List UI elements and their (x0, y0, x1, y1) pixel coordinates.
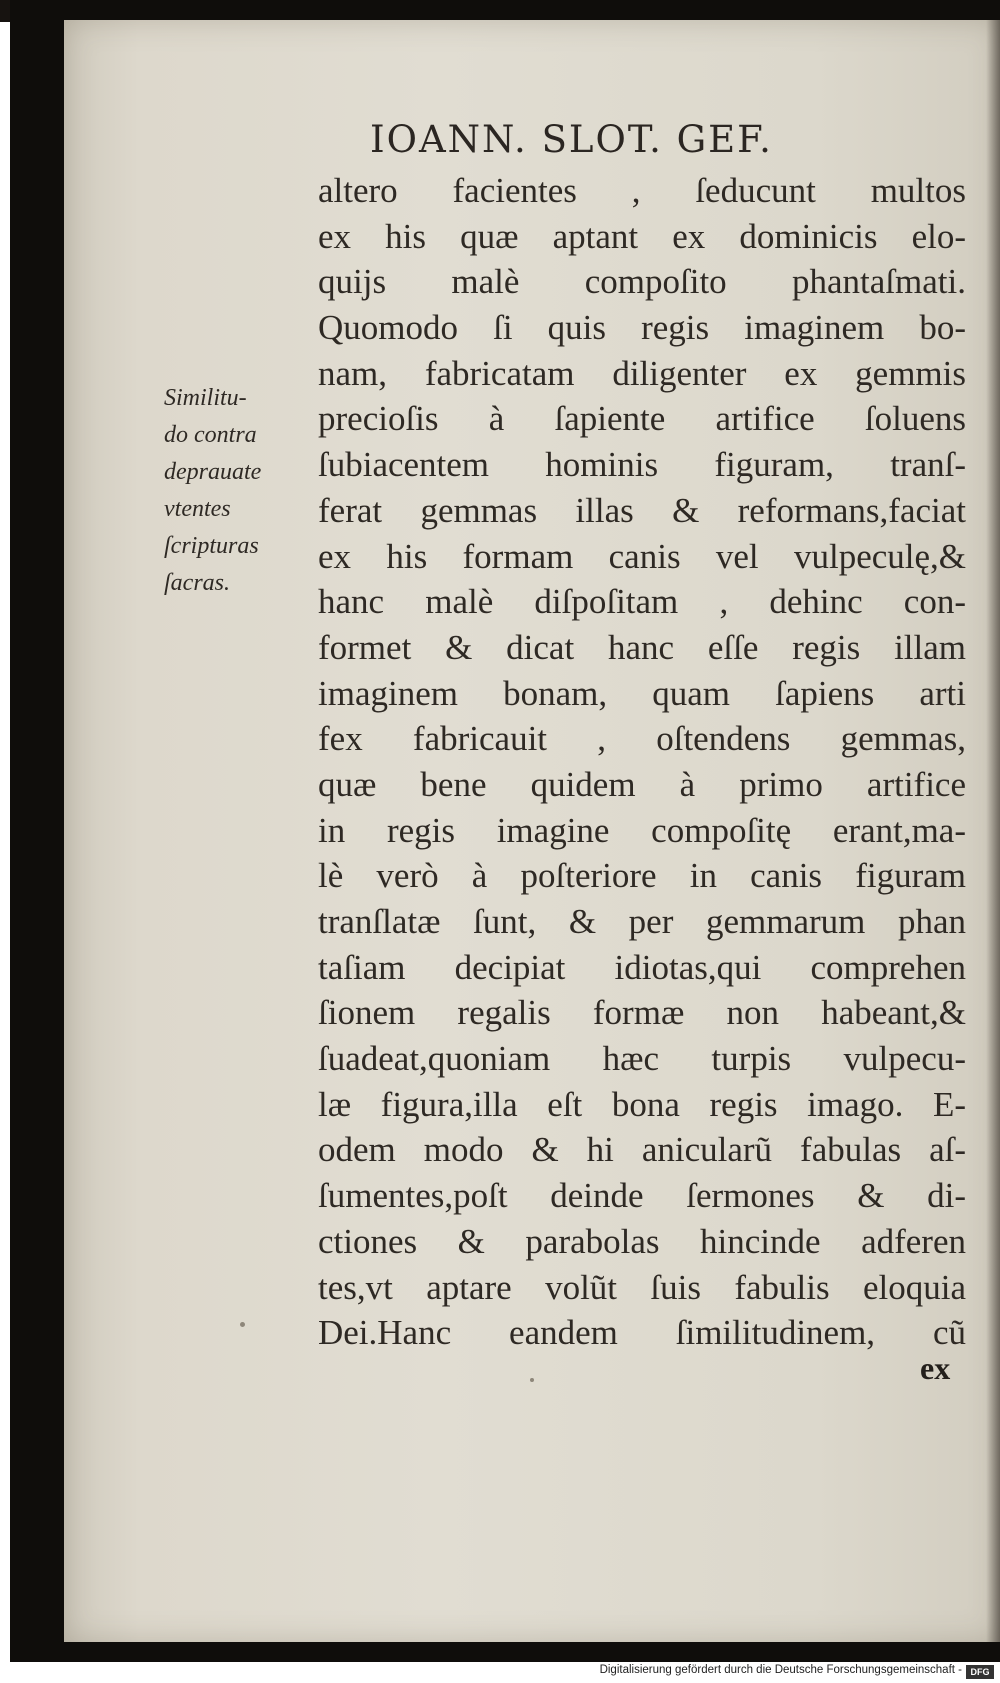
body-line: ex his formam canis vel vulpeculę,& (318, 536, 966, 576)
body-line: ſumentes,poſt deinde ſermones & di- (318, 1176, 966, 1216)
body-line: tes,vt aptare volũt ſuis fabulis eloquia (318, 1267, 966, 1307)
body-text (318, 168, 978, 1356)
catchword: ex (920, 1350, 951, 1386)
margin-note-line: ſacras. (164, 570, 230, 596)
body-line: odem modo & hi anicularũ fabulas aſ- (318, 1130, 966, 1170)
body-line: Dei.Hanc eandem ſimilitudinem, cũ (318, 1313, 966, 1353)
margin-note-line: Similitu- (164, 385, 247, 411)
margin-note-line: deprauate (164, 459, 262, 485)
body-line: ſionem regalis formæ non habeant,& (318, 993, 966, 1033)
body-line: ſubiacentem hominis figuram, tranſ- (318, 445, 966, 485)
body-line: quæ bene quidem à primo artifice (318, 764, 966, 804)
paper-speck (530, 1378, 534, 1382)
body-line: formet & dicat hanc eſſe regis illam (318, 627, 966, 667)
paper-speck (240, 1322, 245, 1327)
dfg-logo: DFG (966, 1665, 994, 1679)
body-line: fex fabricauit , oſtendens gemmas, (318, 719, 966, 759)
body-line: in regis imagine compoſitę erant,ma- (318, 810, 966, 850)
body-line: ferat gemmas illas & reformans,faciat (318, 490, 966, 530)
body-line: taſiam decipiat idiotas,qui comprehen (318, 947, 966, 987)
body-line: nam, fabricatam diligenter ex gemmis (318, 353, 966, 393)
body-line: ctiones & parabolas hincinde adferen (318, 1221, 966, 1261)
margin-note-line: vtentes (164, 496, 231, 522)
body-line: Quomodo ſi quis regis imaginem bo- (318, 308, 966, 348)
body-line: ſuadeat,quoniam hæc turpis vulpecu- (318, 1039, 966, 1079)
body-line: lè verò à poſteriore in canis figuram (318, 856, 966, 896)
running-head: IOANN. SLOT. GEF. (370, 118, 773, 161)
body-line: ex his quæ aptant ex dominicis elo- (318, 216, 966, 256)
body-line: læ figura,illa eſt bona regis imago. E- (318, 1084, 966, 1124)
body-line: altero facientes , ſeducunt multos (318, 171, 966, 210)
page-gutter-shadow (986, 20, 1000, 1642)
body-line: hanc malè diſpoſitam , dehinc con- (318, 582, 966, 622)
body-line: tranſlatæ ſunt, & per gemmarum phan (318, 902, 966, 941)
margin-note-line: ſcripturas (164, 533, 259, 559)
margin-note-line: do contra (164, 422, 257, 448)
body-line: imaginem bonam, quam ſapiens arti (318, 673, 966, 713)
body-line: quijs malè compoſito phantaſmati. (318, 262, 966, 302)
margin-note (164, 380, 314, 602)
digitization-credit: Digitalisierung gefördert durch die Deutsche Forschungsgemeinschaft - (599, 1664, 962, 1676)
body-line: precioſis à ſapiente artifice ſoluens (318, 399, 966, 439)
